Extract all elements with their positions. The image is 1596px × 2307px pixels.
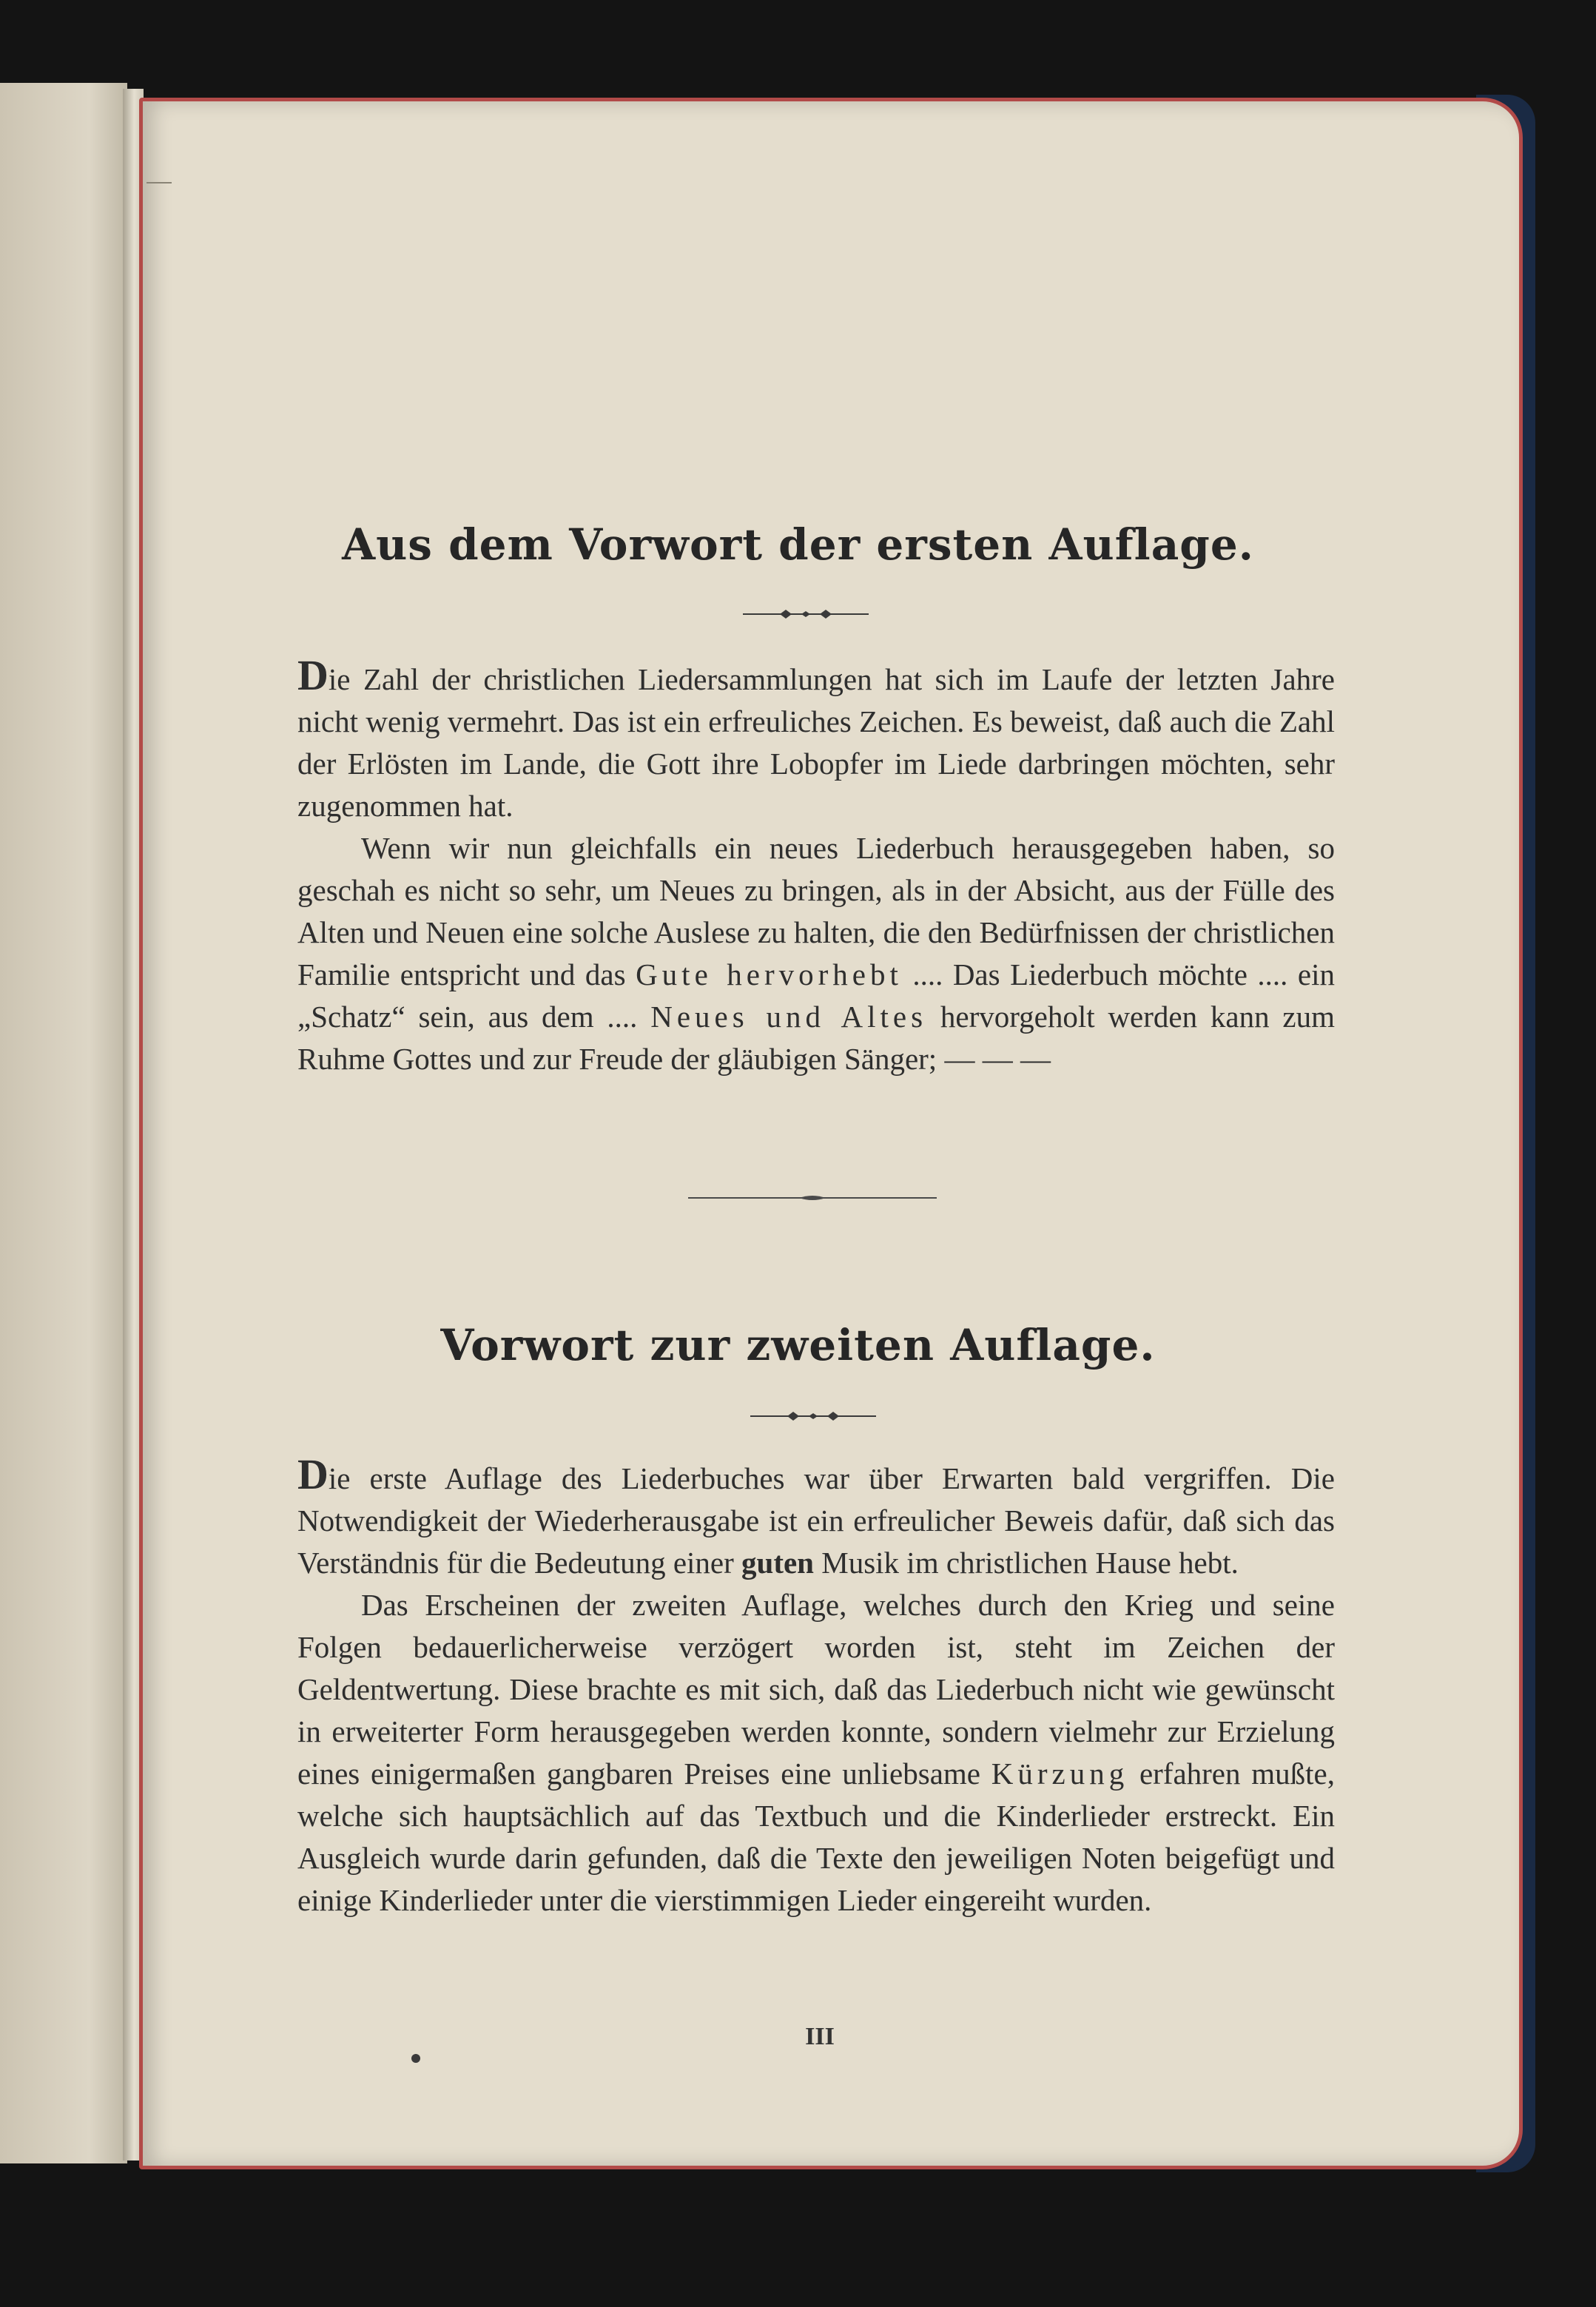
dropcap-d: D: [297, 1450, 329, 1498]
ornament-divider-2: [750, 1407, 876, 1425]
ink-spot: [411, 2054, 420, 2063]
dropcap-d: D: [297, 651, 329, 699]
first-edition-text: [297, 651, 1335, 1080]
ornament-divider-1: [743, 605, 869, 623]
heading-second-edition-preface: Vorwort zur zweiten Auflage.: [440, 1320, 1156, 1370]
second-edition-text: [297, 1450, 1335, 1922]
first-edition-paragraph-2: Wenn wir nun gleichfalls ein neues Liederbuch herausgegeben haben, so geschah es nicht so sehr, um Neues zu bringen, als in der Absicht, aus der Fülle des Alten und Neuen eine solche Auslese zu halten, die den Bedürfnissen der christlichen Familie entspricht und das Gute hervorhebt .... Das Liederbuch möchte .... ein „Schatz“ sein, aus dem .... Neues und Altes hervorgeholt werden kann zum Ruhme Gottes und zur Freude der gläubigen Sänger; — — —: [297, 831, 1335, 1076]
page-number: III: [805, 2023, 835, 2050]
section-rule: [688, 1193, 937, 1203]
first-edition-paragraph-1: Die Zahl der christlichen Liedersammlungen hat sich im Laufe der letzten Jahre nicht wenig vermehrt. Das ist ein erfreuliches Zeichen. Es beweist, daß auch die Zahl der Erlösten im Lande, die Gott ihre Lobopfer im Liede darbringen möchten, sehr zugenommen hat.: [297, 651, 1335, 823]
margin-mark: [147, 182, 172, 183]
second-edition-paragraph-2: Das Erscheinen der zweiten Auflage, welches durch den Krieg und seine Folgen bedauerlicherweise verzögert worden ist, steht im Zeichen der Geldentwertung. Diese brachte es mit sich, daß das Liederbuch nicht wie gewünscht in erweiterter Form herausgegeben werden konnte, sondern vielmehr zur Erzielung eines einigermaßen gangbaren Preises eine unliebsame Kürzung erfahren mußte, welche sich hauptsächlich auf das Textbuch und die Kinderlieder erstreckt. Ein Ausgleich wurde darin gefunden, daß die Texte den jeweiligen Noten beigefügt und einige Kinderlieder unter die vierstimmigen Lieder eingereiht wurden.: [297, 1588, 1335, 1917]
heading-first-edition-preface: Aus dem Vorwort der ersten Auflage.: [342, 519, 1254, 570]
left-page-edge: [0, 83, 127, 2163]
second-edition-paragraph-1: Die erste Auflage des Liederbuches war über Erwarten bald vergriffen. Die Notwendigkeit der Wiederherausgabe ist ein erfreulicher Beweis dafür, daß sich das Verständnis für die Bedeutung einer guten Musik im christlichen Hause hebt.: [297, 1450, 1335, 1580]
